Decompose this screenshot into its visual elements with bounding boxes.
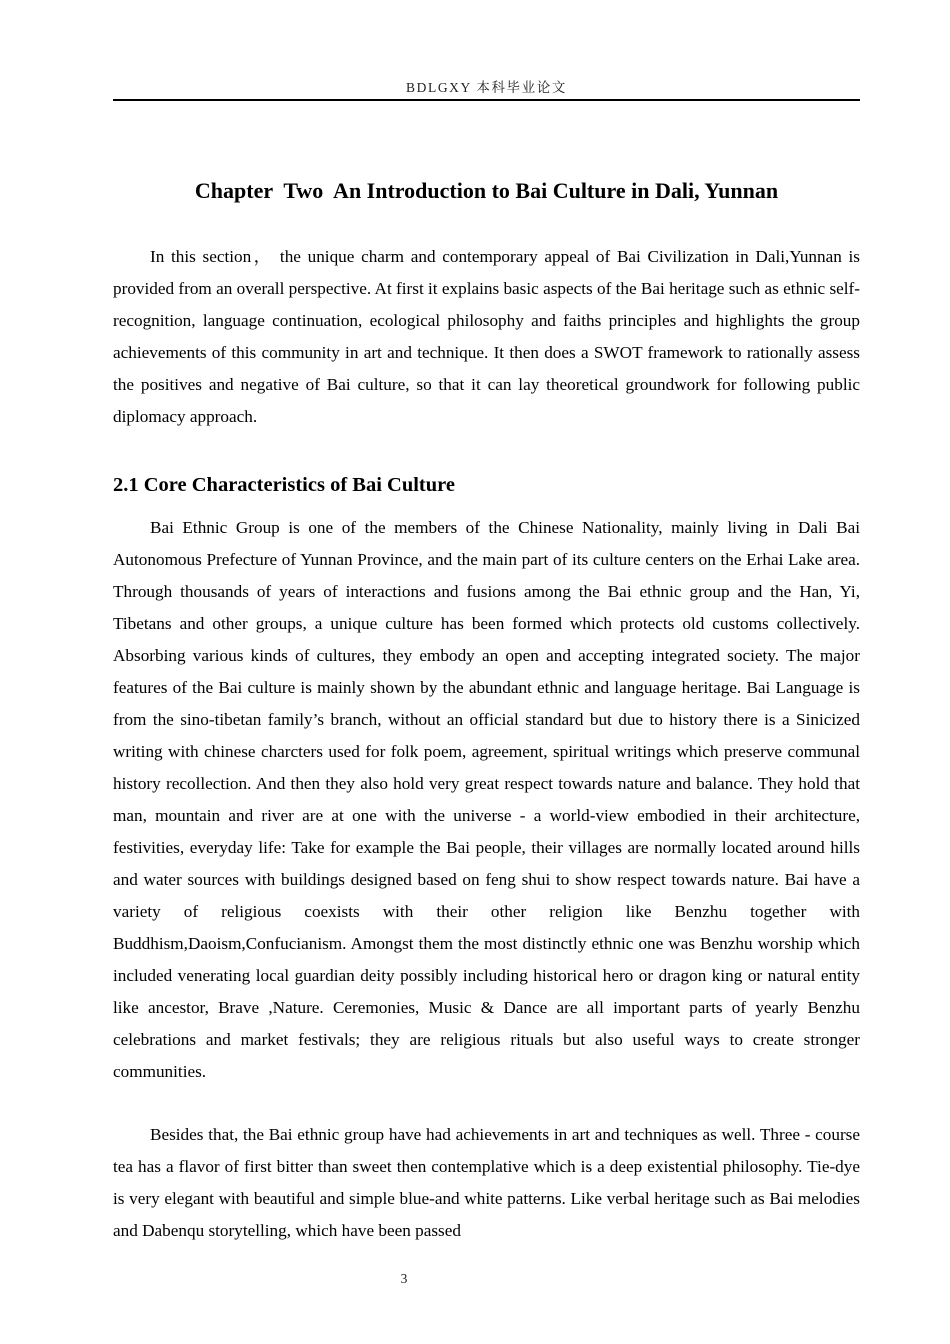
intro-paragraph: In this section， the unique charm and contemporary appeal of Bai Civilization in Dali,Yunnan is provided from an overall perspective. At first it explains basic aspects of the Bai heritage such as ethnic self-recognition, language continuation, ecological philosophy and faiths principles and highlights the group achievements of this community in art and technique. It then does a SWOT framework to rationally assess the positives and negative of Bai culture, so that it can lay theoretical groundwork for following public diplomacy approach. (113, 247, 860, 426)
chapter-title: Chapter Two An Introduction to Bai Culture in Dali, Yunnan (194, 178, 779, 203)
body-paragraph-2: Besides that, the Bai ethnic group have had achievements in art and techniques as well. Three - course tea has a flavor of first bitter than sweet then contemplative which is a deep existential philosophy. Tie-dye is very elegant with beautiful and simple blue-and white patterns. Like verbal heritage such as Bai melodies and Dabenqu storytelling, which have been passed (113, 1125, 860, 1240)
page-number: 3 (400, 1271, 408, 1286)
body-paragraph-1: Bai Ethnic Group is one of the members of the Chinese Nationality, mainly living in Dali Bai Autonomous Prefecture of Yunnan Province, and the main part of its culture centers on the Erhai Lake area. Through thousands of years of interactions and fusions among the Bai ethnic group and the Han, Yi, Tibetans and other groups, a unique culture has been formed which protects old customs collectively. Absorbing various kinds of cultures, they embody an open and accepting integrated society. The major features of the Bai culture is mainly shown by the abundant ethnic and language heritage. Bai Language is from the sino-tibetan family’s branch, without an official standard but due to history there is a Sinicized writing with chinese charcters used for folk poem, agreement, spiritual writings which preserve communal history recollection. And then they also hold very great respect towards nature and balance. They hold that man, mountain and river are at one with the universe - a world-view embodied in their architecture, festivities, everyday life: Take for example the Bai people, their villages are normally located around hills and water sources with buildings designed based on feng shui to show respect towards nature. Bai have a variety of religious coexists with their other religion like Benzhu together with Buddhism,Daoism,Confucianism. Amongst them the most distinctly ethnic one was Benzhu worship which included venerating local guardian deity possibly including historical hero or dragon king or natural entity like ancestor, Brave ,Nature. Ceremonies, Music & Dance are all important parts of yearly Benzhu celebrations and market festivals; they are religious rituals but also useful ways to create stronger communities. (113, 518, 860, 1081)
page-header: BDLGXY 本科毕业论文 (406, 80, 567, 95)
section-heading: 2.1 Core Characteristics of Bai Culture (113, 474, 455, 496)
header-divider (113, 99, 860, 101)
